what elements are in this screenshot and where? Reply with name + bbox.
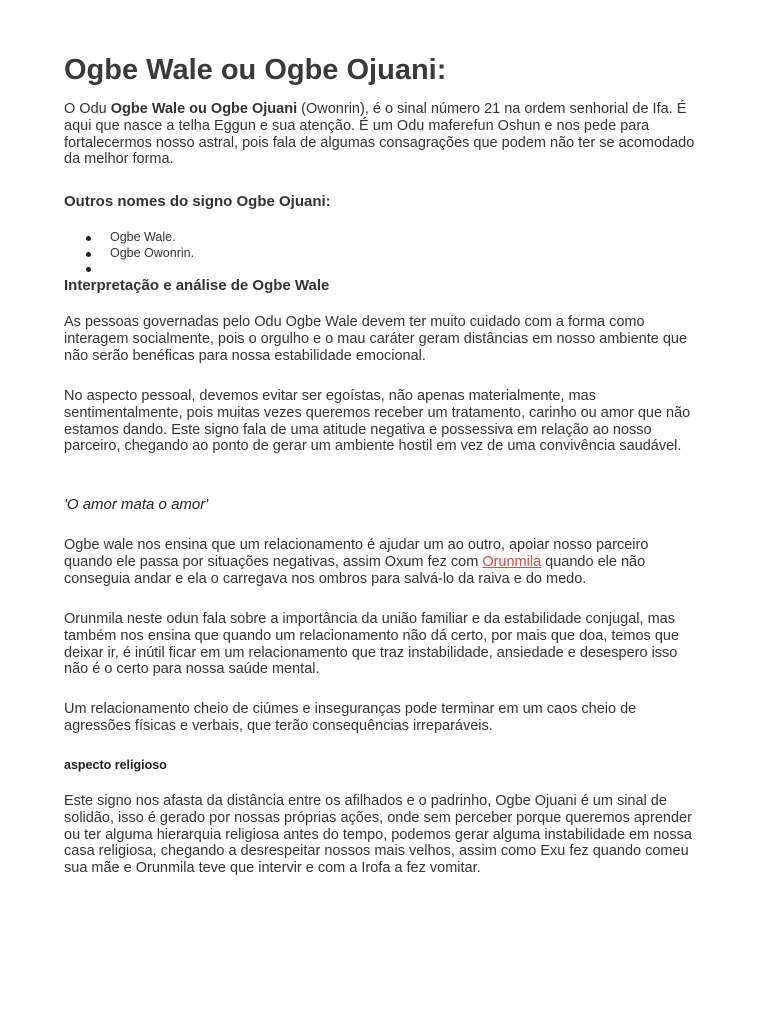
other-names-heading: Outros nomes do signo Ogbe Ojuani: (64, 193, 331, 210)
paragraph-religious: Este signo nos afasta da distância entre os afilhados e o padrinho, Ogbe Ojuani é um sinal de solidão, isso é gerado por nossas próprias ações, onde sem perceber porque queremos aprender ou ter alguma hierarquia religiosa antes do tempo, podemos gerar alguma instabilidade em nossa casa religiosa, chegando a desrespeitar nossos mais velhos, assim como Exu fez quando comeu sua mãe e Orunmila teve que intervir e com a Irofa a fez vomitar. (64, 793, 692, 877)
paragraph-orunmila: Orunmila neste odun fala sobre a importância da união familiar e da estabilidade conjugal, mas também nos ensina que quando um relacionamento não dá certo, por mais que doa, temos que deixar ir, é inútil ficar em um relacionamento que traz instabilidade, ansiedade e desespero isso não é o certo para nossa saúde mental. (64, 611, 680, 678)
paragraph-relationship-before: Ogbe wale nos ensina que um relacionamento é ajudar um ao outro, apoiar nosso parceiro quando ele passa por situações negativas, assim Oxum fez com (64, 537, 649, 570)
list-item (64, 230, 194, 246)
intro-bold-name: Ogbe Wale ou Ogbe Ojuani (110, 101, 298, 117)
paragraph-relationship (64, 537, 700, 587)
bullet-icon (86, 267, 91, 272)
paragraph-personal: No aspecto pessoal, devemos evitar ser egoístas, não apenas materialmente, mas sentimentalmente, pois muitas vezes queremos receber um tratamento, carinho ou amor que não estamos dando. Este signo fala de uma atitude negativa e possessiva em relação ao nosso parceiro, chegando ao ponto de gerar um ambiente hostil em vez de uma convivência saudável. (64, 388, 691, 455)
list-item (64, 261, 194, 277)
paragraph-jealousy: Um relacionamento cheio de ciúmes e inseguranças pode terminar em um caos cheio de agressões físicas e verbais, que terão consequências irreparáveis. (64, 701, 637, 734)
list-item-text: Ogbe Owonrin. (110, 245, 195, 260)
bullet-icon (86, 252, 91, 257)
orunmila-link[interactable]: Orunmila (482, 553, 542, 570)
quote-love: 'O amor mata o amor' (64, 496, 209, 513)
bullet-icon (86, 236, 91, 241)
intro-suffix: (Owonrin), é o sinal número 21 na ordem senhorial de Ifa. É aqui que nasce a telha Eggun e sua atenção. É um Odu maferefun Oshun e nos pede para fortalecermos nosso astral, pois fala de algumas consagrações que podem não ter se acomodado da melhor forma. (64, 101, 695, 168)
intro-prefix: O Odu (64, 101, 111, 117)
religious-heading: aspecto religioso (64, 758, 167, 772)
paragraph-relationship-after: quando ele não conseguia andar e ela o carregava nos ombros para salvá-lo da raiva e do medo. (64, 553, 646, 587)
other-names-list (64, 230, 194, 277)
paragraph-social: As pessoas governadas pelo Odu Ogbe Wale devem ter muito cuidado com a forma como interagem socialmente, pois o orgulho e o mau caráter geram distâncias em nosso ambiente que não serão benéficas para nossa estabilidade emocional. (64, 314, 688, 364)
list-item (64, 246, 194, 262)
intro-paragraph (64, 101, 700, 168)
page-title: Ogbe Wale ou Ogbe Ojuani: (64, 54, 447, 86)
list-item-text: Ogbe Wale. (110, 230, 176, 244)
interpretation-heading: Interpretação e análise de Ogbe Wale (64, 277, 330, 294)
